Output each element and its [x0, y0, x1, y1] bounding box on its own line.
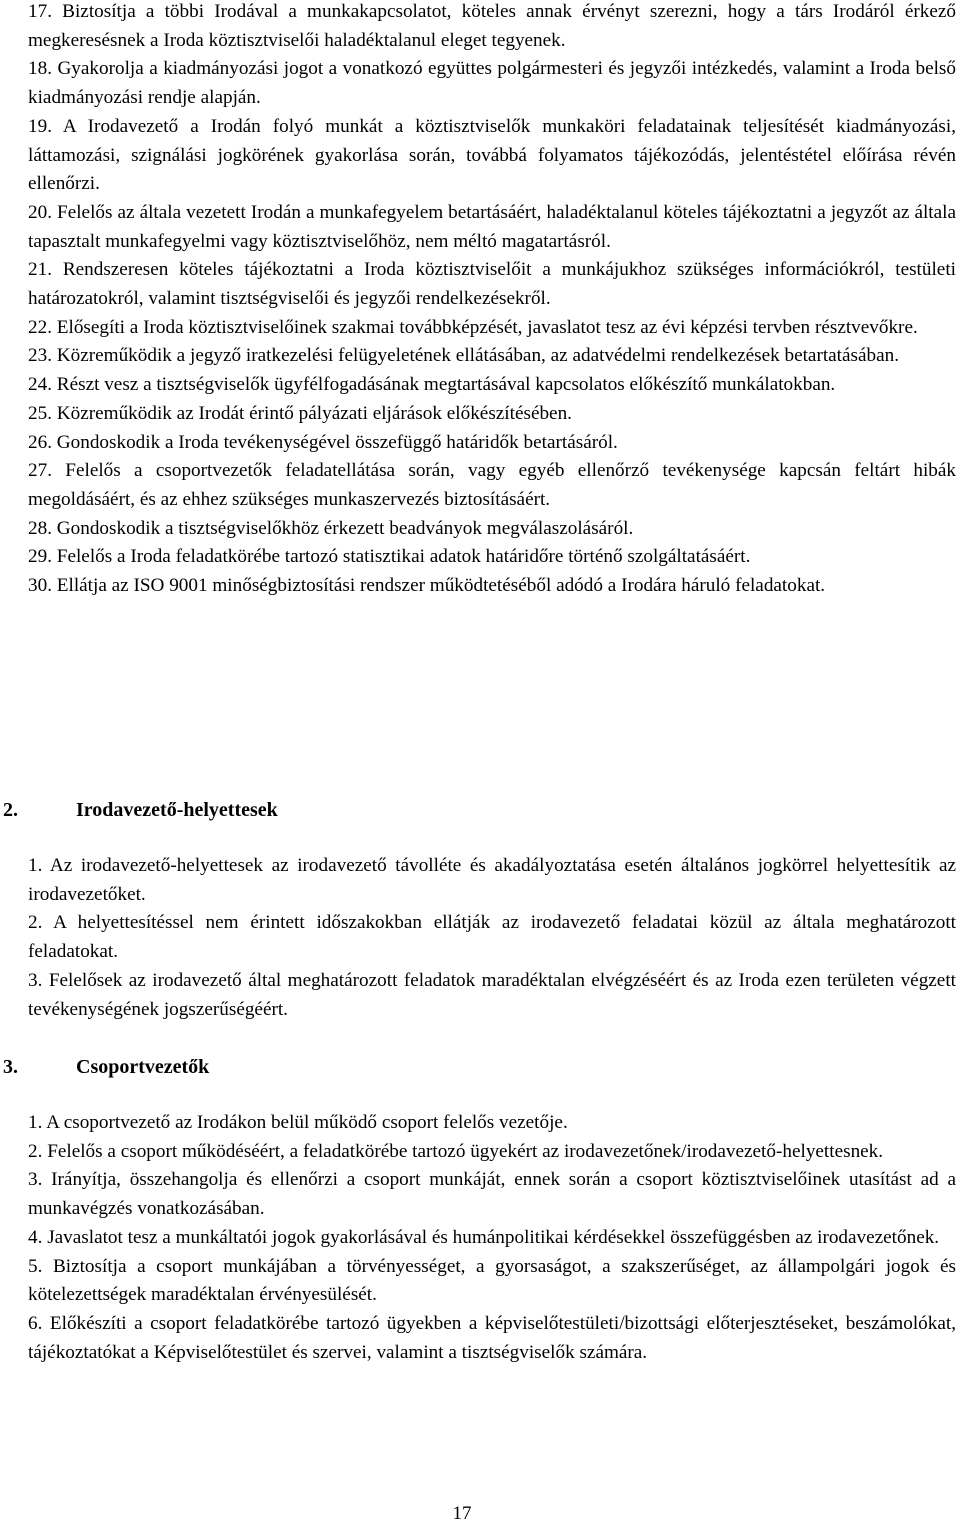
section-2 — [3, 796, 956, 1024]
section-heading — [3, 796, 931, 824]
list-item: 27. Felelős a csoportvezetők feladatellátása során, vagy egyéb ellenőrző tevékenysége kapcsán feltárt hibák megoldásáért, és az ehhez szükséges munkaszervezés biztosításáért. — [28, 460, 956, 510]
list-item: 5. Biztosítja a csoport munkájában a törvényességet, a gyorsaságot, a szakszerűséget, az állampolgári jogok és kötelezettségek maradéktalan érvényesülését. — [28, 1255, 956, 1306]
list-item: 2. Felelős a csoport működéséért, a feladatkörébe tartozó ügyekért az irodavezetőnek/irodavezető-helyettesnek. — [28, 1140, 884, 1162]
list-item: 3. Irányítja, összehangolja és ellenőrzi a csoport munkáját, ennek során a csoport köztisztviselőinek utasítást ad a munkavégzés vonatkozásában. — [28, 1169, 956, 1220]
page-number: 17 — [452, 1503, 472, 1524]
list-item: 1. A csoportvezető az Irodákon belül működő csoport felelős vezetője. — [28, 1112, 568, 1133]
list-item: 6. Előkészíti a csoport feladatkörébe tartozó ügyekben a képviselőtestületi/bizottsági előterjesztéseket, beszámolókat, tájékoztatókat a Képviselőtestület és szervei, valamint a tisztségviselők számára. — [28, 1312, 956, 1363]
list-item: 19. A Irodavezető a Irodán folyó munkát a köztisztviselők munkaköri feladatainak teljesítését kiadmányozási, láttamozási, szignálási jogkörének gyakorlása során, továbbá folyamatos tájékozódás, jelentéstétel előírása révén ellenőrzi. — [28, 115, 956, 195]
list-item: 25. Közreműködik az Irodát érintő pályázati eljárások előkészítésében. — [28, 402, 572, 424]
section-number: 2. — [3, 799, 18, 821]
list-item: 29. Felelős a Iroda feladatkörébe tartozó statisztikai adatok határidőre történő szolgáltatásáért. — [28, 546, 751, 568]
section-number: 3. — [3, 1056, 18, 1078]
section-title: Csoportvezetők — [76, 1056, 210, 1078]
list-item: 23. Közreműködik a jegyző iratkezelési felügyeletének ellátásában, az adatvédelmi rendelkezések betartatásában. — [28, 345, 900, 367]
list-item: 17. Biztosítja a többi Irodával a munkakapcsolatot, köteles annak érvényt szerezni, hogy a társ Irodáról érkező megkeresésnek a Iroda köztisztviselői haladéktalanul eleget tegyenek. — [28, 1, 956, 51]
items-top — [28, 0, 956, 601]
list-item: 2. A helyettesítéssel nem érintett időszakokban ellátják az irodavezető feladatai közül az általa meghatározott feladatokat. — [28, 912, 956, 963]
list-item: 18. Gyakorolja a kiadmányozási jogot a vonatkozó együttes polgármesteri és jegyzői intézkedés, valamint a Iroda belső kiadmányozási rendje alapján. — [28, 58, 956, 109]
list-item: 1. Az irodavezető-helyettesek az irodavezető távolléte és akadályoztatása esetén általános jogkörrel helyettesítik az irodavezetőket. — [28, 855, 956, 905]
list-item: 21. Rendszeresen köteles tájékoztatni a Iroda köztisztviselőit a munkájukhoz szükséges információkról, testületi határozatokról, valamint tisztségviselői és jegyzői rendelkezésekről. — [28, 259, 956, 310]
list-item: 28. Gondoskodik a tisztségviselőkhöz érkezett beadványok megválaszolásáról. — [28, 517, 634, 539]
section-title: Irodavezető-helyettesek — [76, 799, 278, 821]
list-item: 24. Részt vesz a tisztségviselők ügyfélfogadásának megtartásával kapcsolatos előkészítő munkálatokban. — [28, 374, 836, 396]
list-item: 22. Elősegíti a Iroda köztisztviselőinek szakmai továbbképzését, javaslatot tesz az évi képzési tervben résztvevőkre. — [28, 316, 918, 338]
list-item: 4. Javaslatot tesz a munkáltatói jogok gyakorlásával és humánpolitikai kérdésekkel összefüggésben az irodavezetőnek. — [28, 1226, 940, 1248]
list-item: 30. Ellátja az ISO 9001 minőségbiztosítási rendszer működtetéséből adódó a Irodára háruló feladatokat. — [28, 575, 826, 597]
list-item: 20. Felelős az általa vezetett Irodán a munkafegyelem betartásáért, haladéktalanul köteles tájékoztatni a jegyzőt az általa tapasztalt munkafegyelmi vagy köztisztviselőhöz, nem méltó magatartásról. — [28, 201, 956, 252]
section-heading — [3, 1053, 931, 1081]
list-item: 3. Felelősek az irodavezető által meghatározott feladatok maradéktalan elvégzéséért és az Iroda ezen területen végzett tevékenységének jogszerűségéért. — [28, 969, 956, 1020]
section-3 — [3, 1053, 956, 1367]
list-item: 26. Gondoskodik a Iroda tevékenységével összefüggő határidők betartásáról. — [28, 431, 618, 453]
